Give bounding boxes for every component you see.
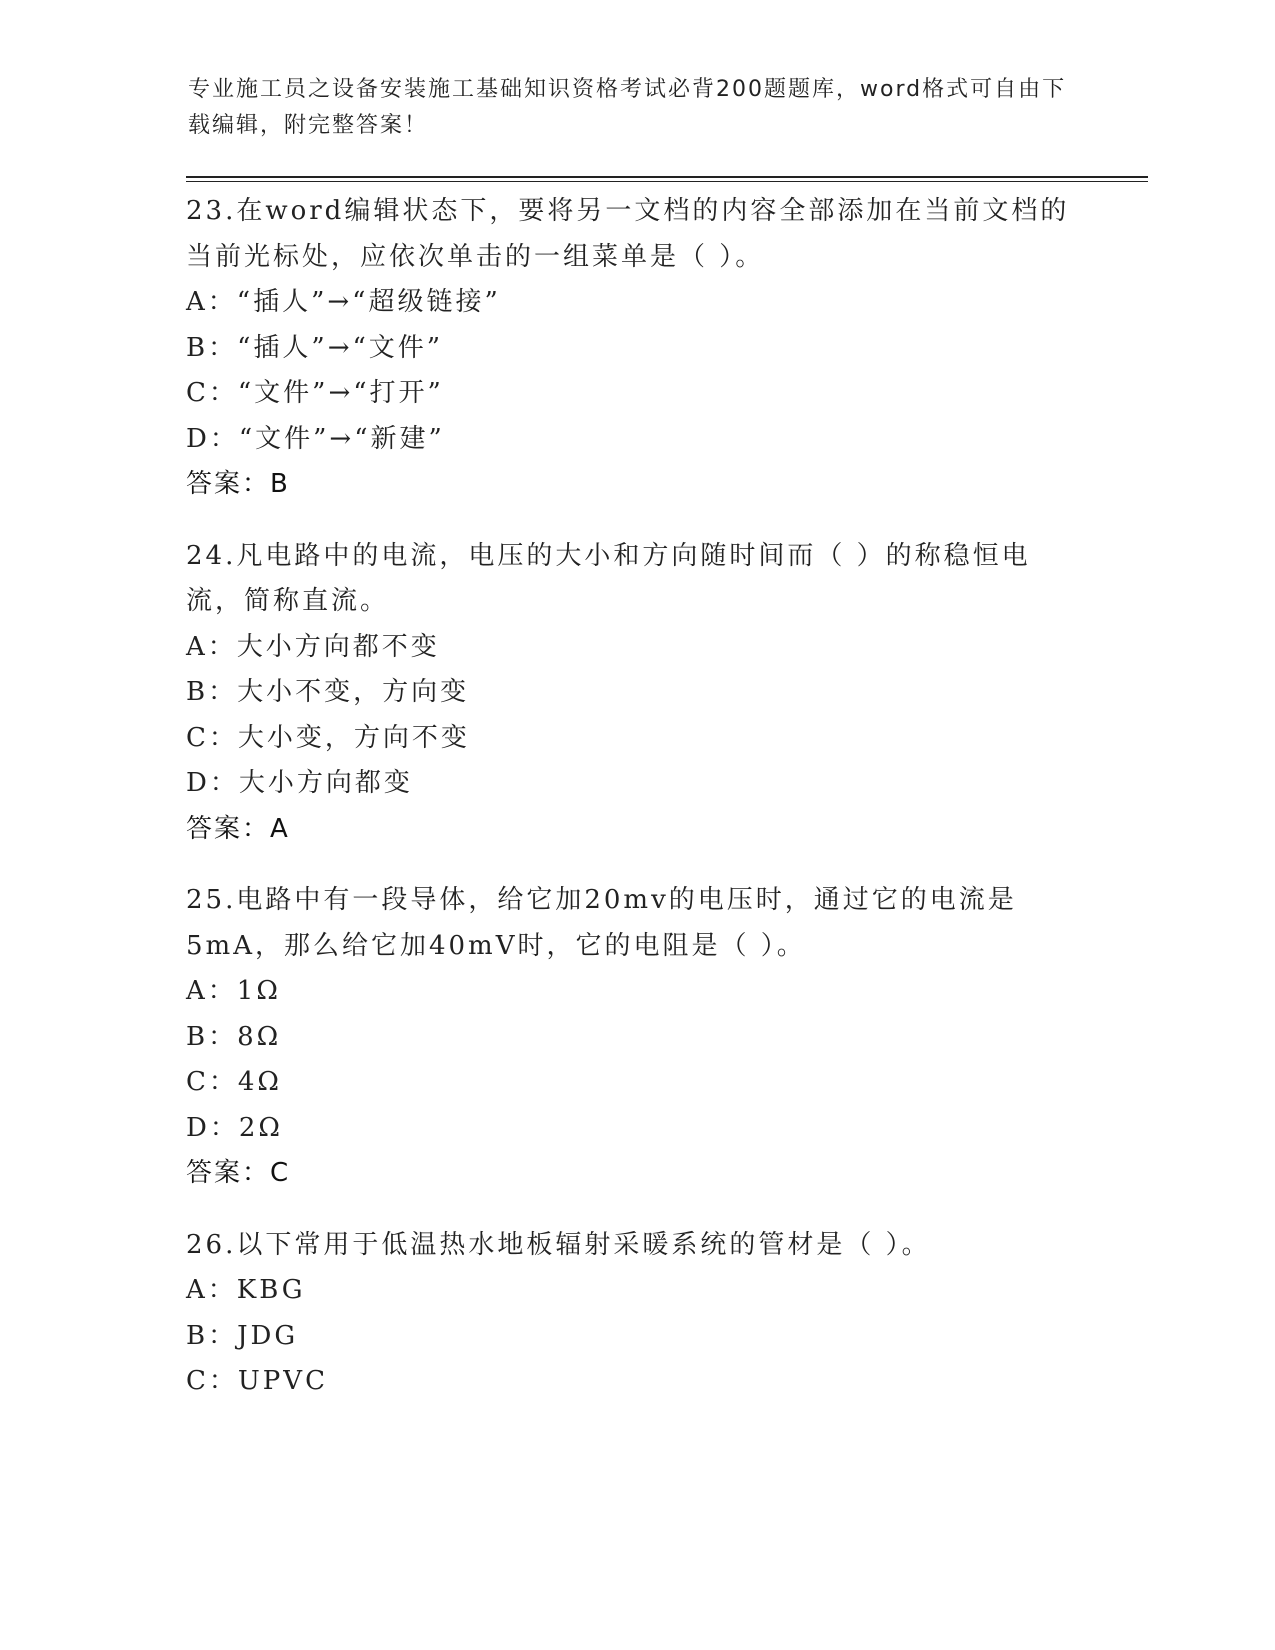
- option-c: C：UPVC: [186, 1366, 328, 1396]
- option-b: B：大小不变，方向变: [186, 677, 470, 707]
- option-a: A：KBG: [186, 1275, 306, 1305]
- option-b: B：8Ω: [186, 1021, 282, 1052]
- header-divider-thick: [186, 176, 1148, 178]
- document-header: 专业施工员之设备安装施工基础知识资格考试必背200题题库，word格式可自由下载编辑，附完整答案！: [188, 77, 1067, 138]
- question-stem: 25.电路中有一段导体，给它加20mv的电压时，通过它的电流是5mA，那么给它加40mV时，它的电阻是（ ）。: [186, 885, 1017, 961]
- option-a: A：大小方向都不变: [186, 631, 440, 662]
- option-d: D：大小方向都变: [186, 768, 413, 798]
- answer-label: 答案：A: [186, 813, 290, 844]
- header-divider-thin: [186, 181, 1148, 182]
- question-25: [186, 878, 1086, 1197]
- question-stem: 24.凡电路中的电流，电压的大小和方向随时间而（ ）的称稳恒电流，简称直流。: [186, 540, 1031, 616]
- option-c: C：4Ω: [186, 1067, 282, 1097]
- question-24: [186, 534, 1086, 853]
- option-c: C：“文件”→“打开”: [186, 378, 444, 408]
- question-stem: 23.在word编辑状态下，要将另一文档的内容全部添加在当前文档的当前光标处，应依次单击的一组菜单是（ ）。: [186, 196, 1070, 272]
- answer-label: 答案：B: [186, 469, 290, 499]
- option-d: D：2Ω: [186, 1112, 283, 1143]
- answer-label: 答案：C: [186, 1158, 291, 1188]
- option-b: B：“插人”→“文件”: [186, 332, 444, 363]
- question-stem: 26.以下常用于低温热水地板辐射采暖系统的管材是（ ）。: [186, 1229, 931, 1260]
- option-b: B：JDG: [186, 1320, 299, 1351]
- question-23: [186, 189, 1086, 508]
- option-a: A：1Ω: [186, 976, 281, 1006]
- option-c: C：大小变，方向不变: [186, 722, 470, 753]
- option-d: D：“文件”→“新建”: [186, 423, 445, 454]
- question-list: [186, 189, 1086, 1431]
- question-26: [186, 1223, 1086, 1405]
- option-a: A：“插人”→“超级链接”: [186, 287, 501, 317]
